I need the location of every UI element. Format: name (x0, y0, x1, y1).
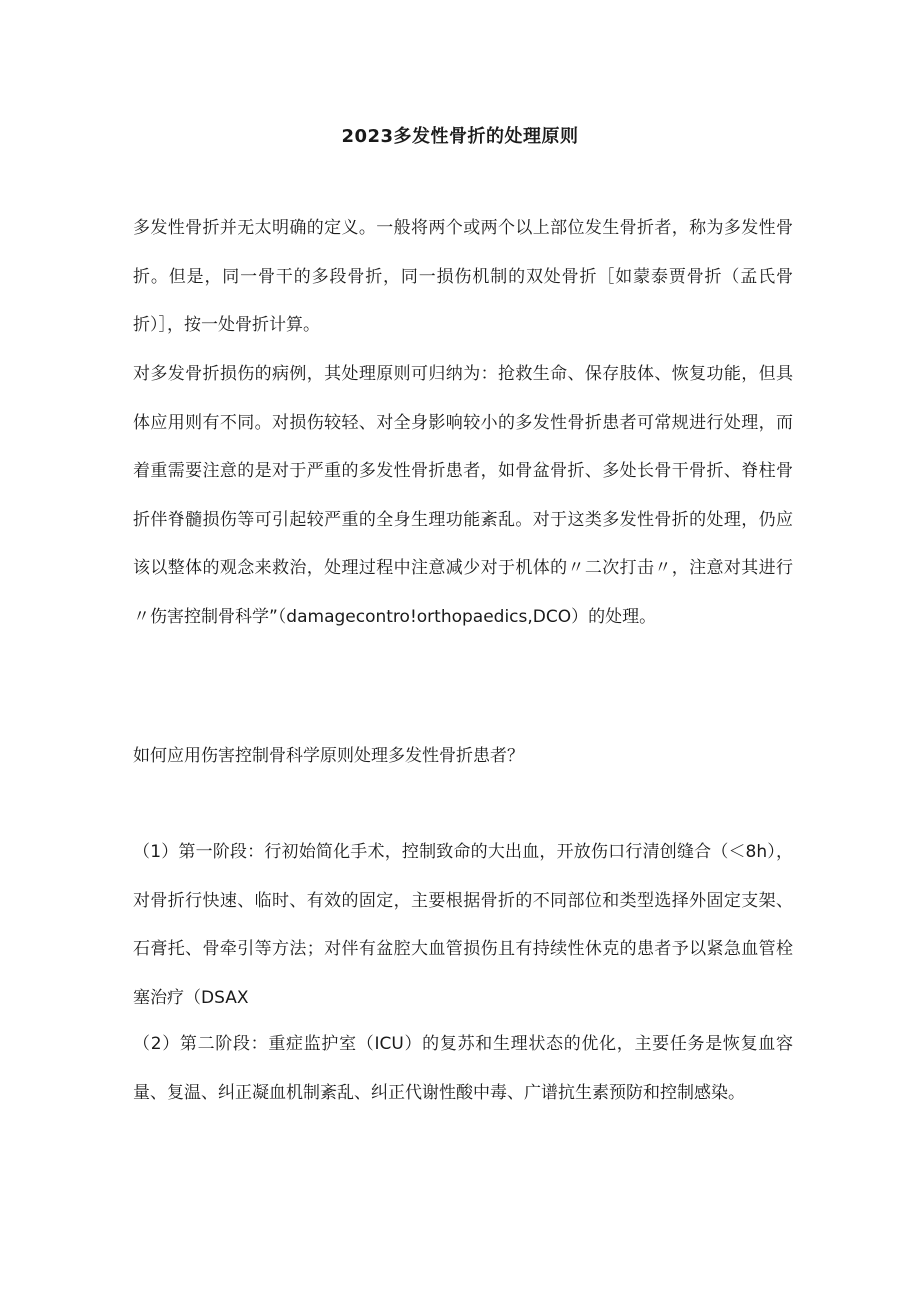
paragraph-stage-one: （1）第一阶段：行初始简化手术，控制致命的大出血，开放伤口行清创缝合（＜8h），对骨折行快速、临时、有效的固定，主要根据骨折的不同部位和类型选择外固定支架、石膏托、骨牵引等方法；对伴有盆腔大血管损伤且有持续性休克的患者予以紧急血管栓塞治疗（DSAX (133, 842, 793, 1008)
paragraph-question: 如何应用伤害控制骨科学原则处理多发性骨折患者？ (133, 746, 524, 766)
paragraph-definition: 多发性骨折并无太明确的定义。一般将两个或两个以上部位发生骨折者，称为多发性骨折。但是，同一骨干的多段骨折，同一损伤机制的双处骨折［如蒙泰贾骨折（孟氏骨折）］，按一处骨折计算。 (133, 218, 793, 335)
document-title: 2023多发性骨折的处理原则 (341, 126, 579, 147)
paragraph-stage-two: （2）第二阶段：重症监护室（ICU）的复苏和生理状态的优化，主要任务是恢复血容量、复温、纠正凝血机制紊乱、纠正代谢性酸中毒、广谱抗生素预防和控制感染。 (133, 1034, 793, 1103)
paragraph-principles: 对多发骨折损伤的病例，其处理原则可归纳为：抢救生命、保存肢体、恢复功能，但具体应用则有不同。对损伤较轻、对全身影响较小的多发性骨折患者可常规进行处理，而着重需要注意的是对于严重的多发性骨折患者，如骨盆骨折、多处长骨干骨折、脊柱骨折伴脊髓损伤等可引起较严重的全身生理功能紊乱。对于这类多发性骨折的处理，仍应该以整体的观念来救治，处理过程中注意减少对于机体的〃二次打击〃，注意对其进行〃伤害控制骨科学”（damagecontro!orthopaedics,DCO）的处理。 (133, 364, 793, 627)
